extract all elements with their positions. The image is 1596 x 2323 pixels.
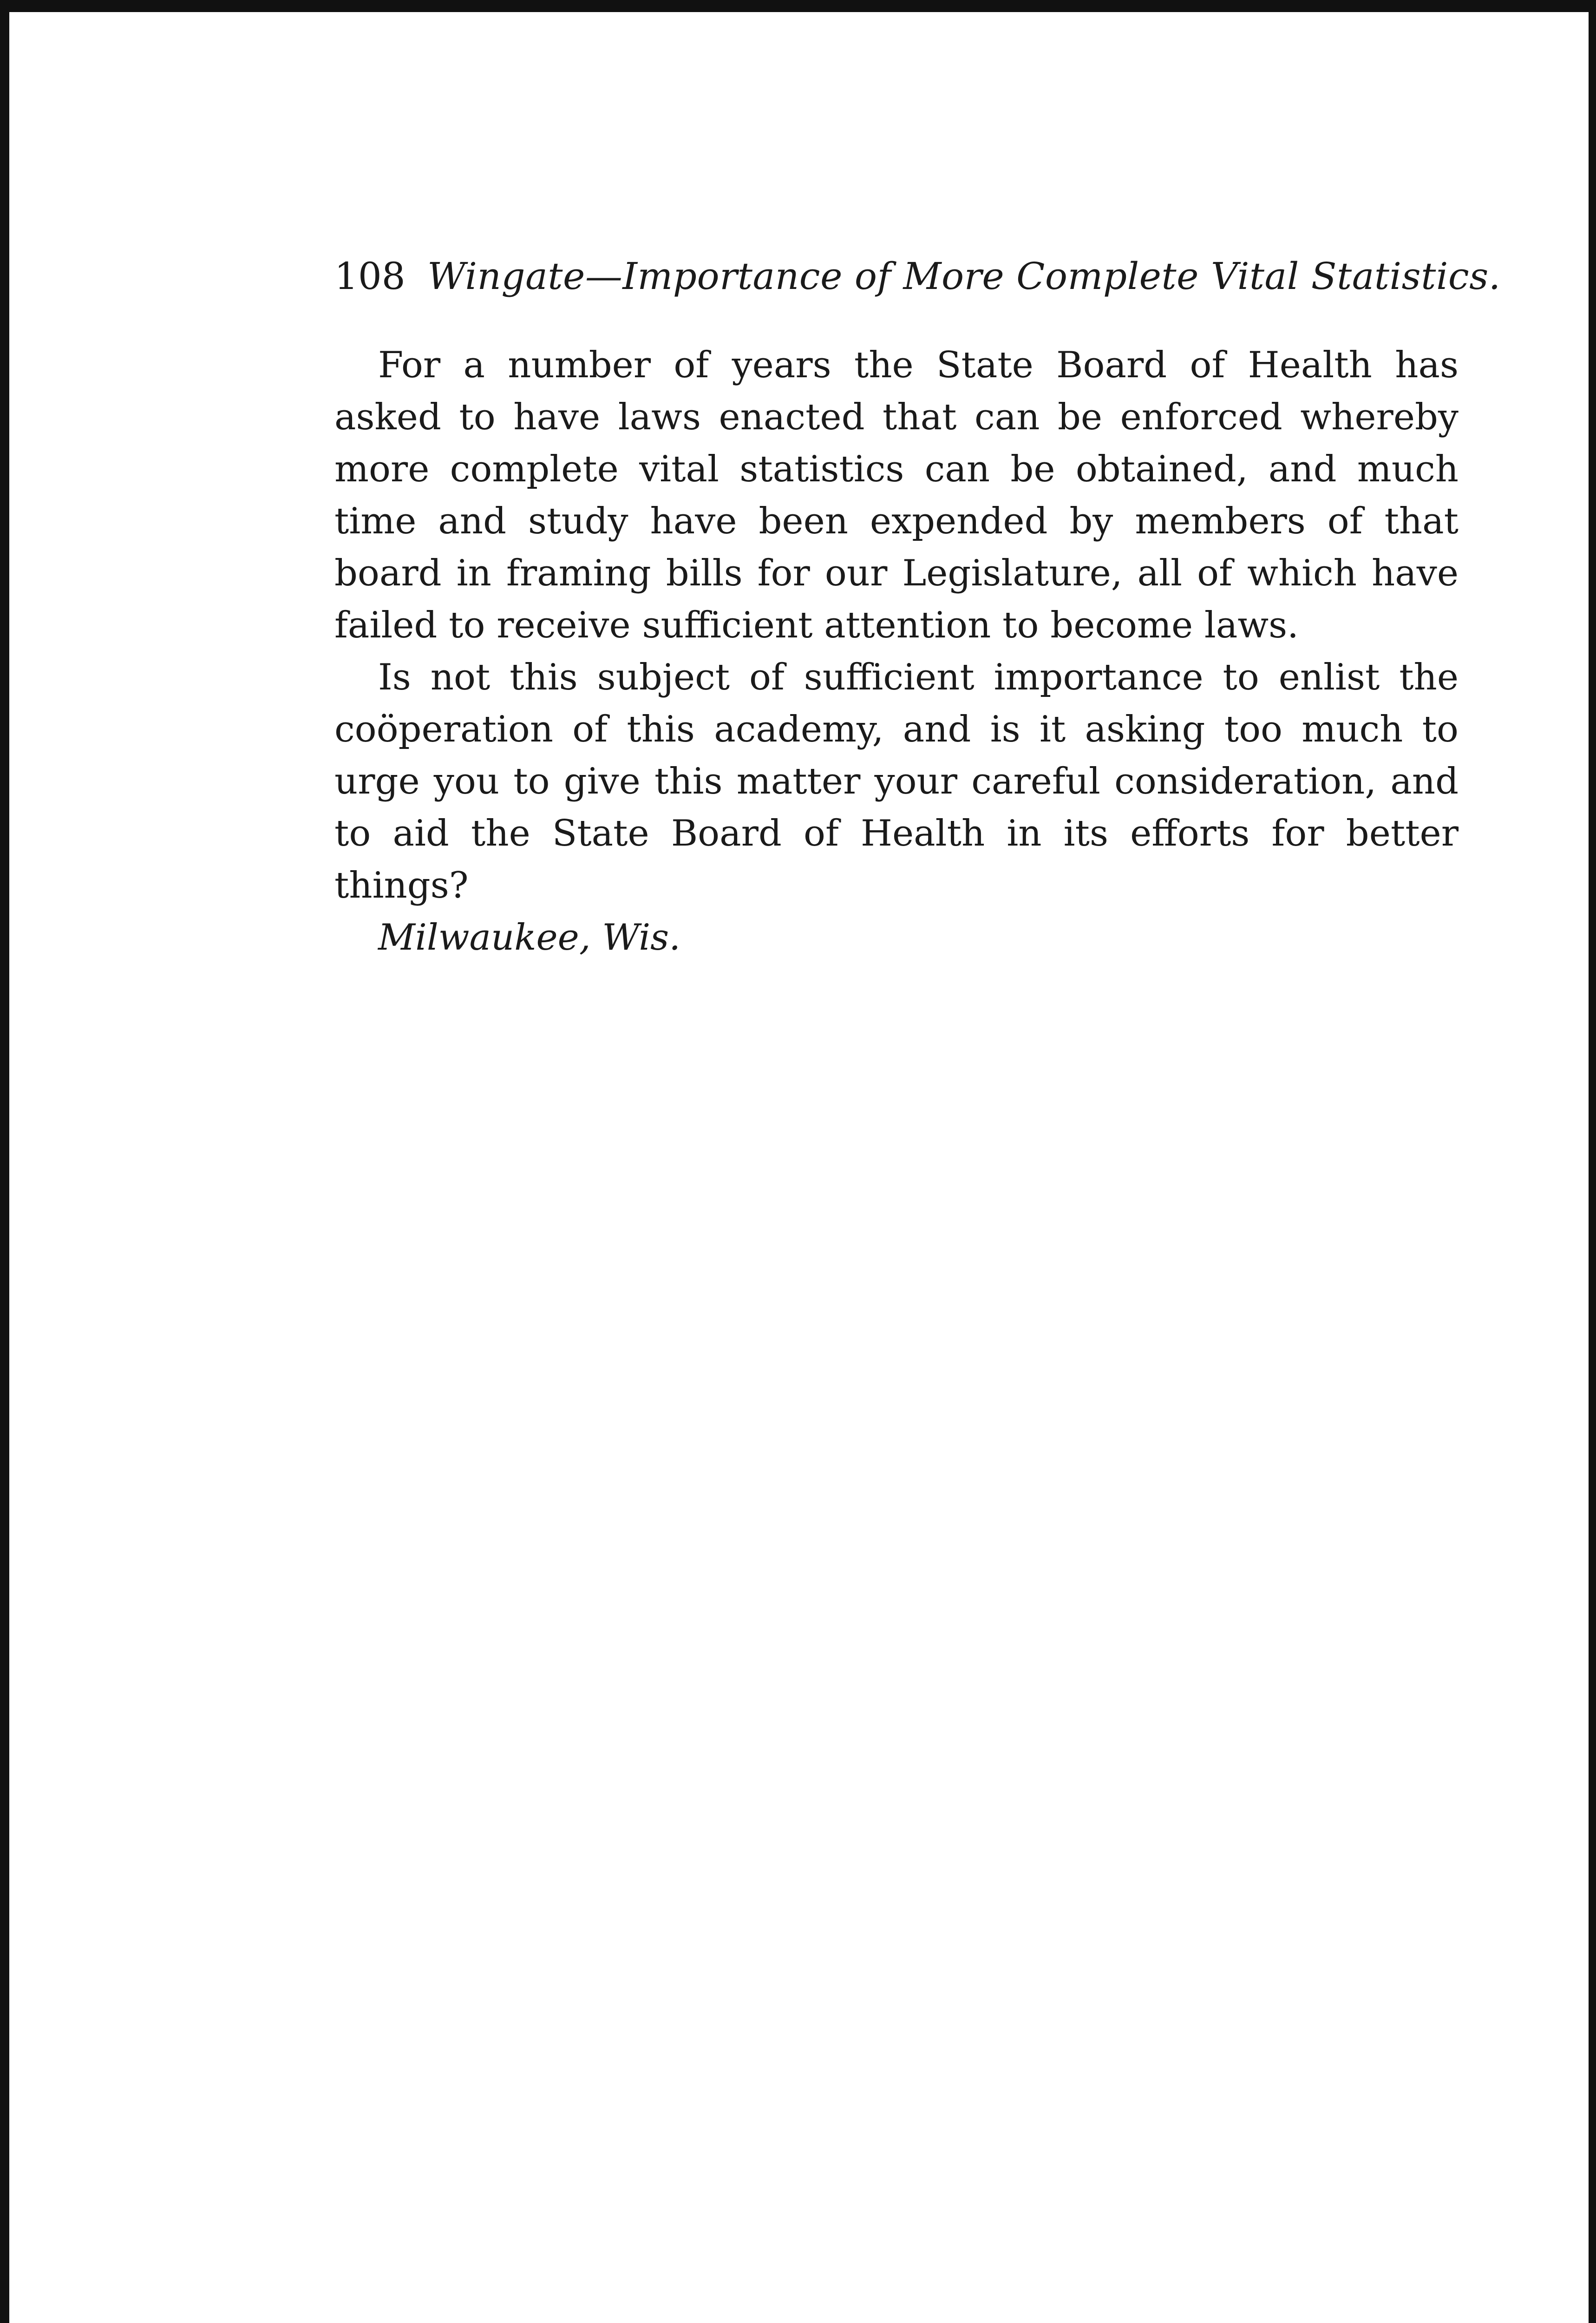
paragraph-2: Is not this subject of sufficient importance to enlist the coöperation of this academy, and is it asking too much to urge you to give this matter your careful consideration, and to aid the State Board of Health in its efforts for better things? [334,656,1459,906]
scan-border-left [0,0,9,2323]
running-title: Wingate—Importance of More Complete Vital Statistics. [427,255,1501,298]
running-head [334,251,1501,302]
page-number: 108 [334,255,406,298]
signoff-location: Milwaukee, Wis. [378,917,681,958]
paragraph-1: For a number of years the State Board of Health has asked to have laws enacted that can be enforced whereby more complete vital statistics can be obtained, and much time and study have been expended by members of that board in framing bills for our Legislature, all of which have failed to receive sufficient attention to become laws. [334,344,1459,646]
scan-border-right [1589,0,1596,2323]
body-text [334,339,1459,964]
scan-border-top [0,0,1596,12]
page-content [334,251,1501,964]
